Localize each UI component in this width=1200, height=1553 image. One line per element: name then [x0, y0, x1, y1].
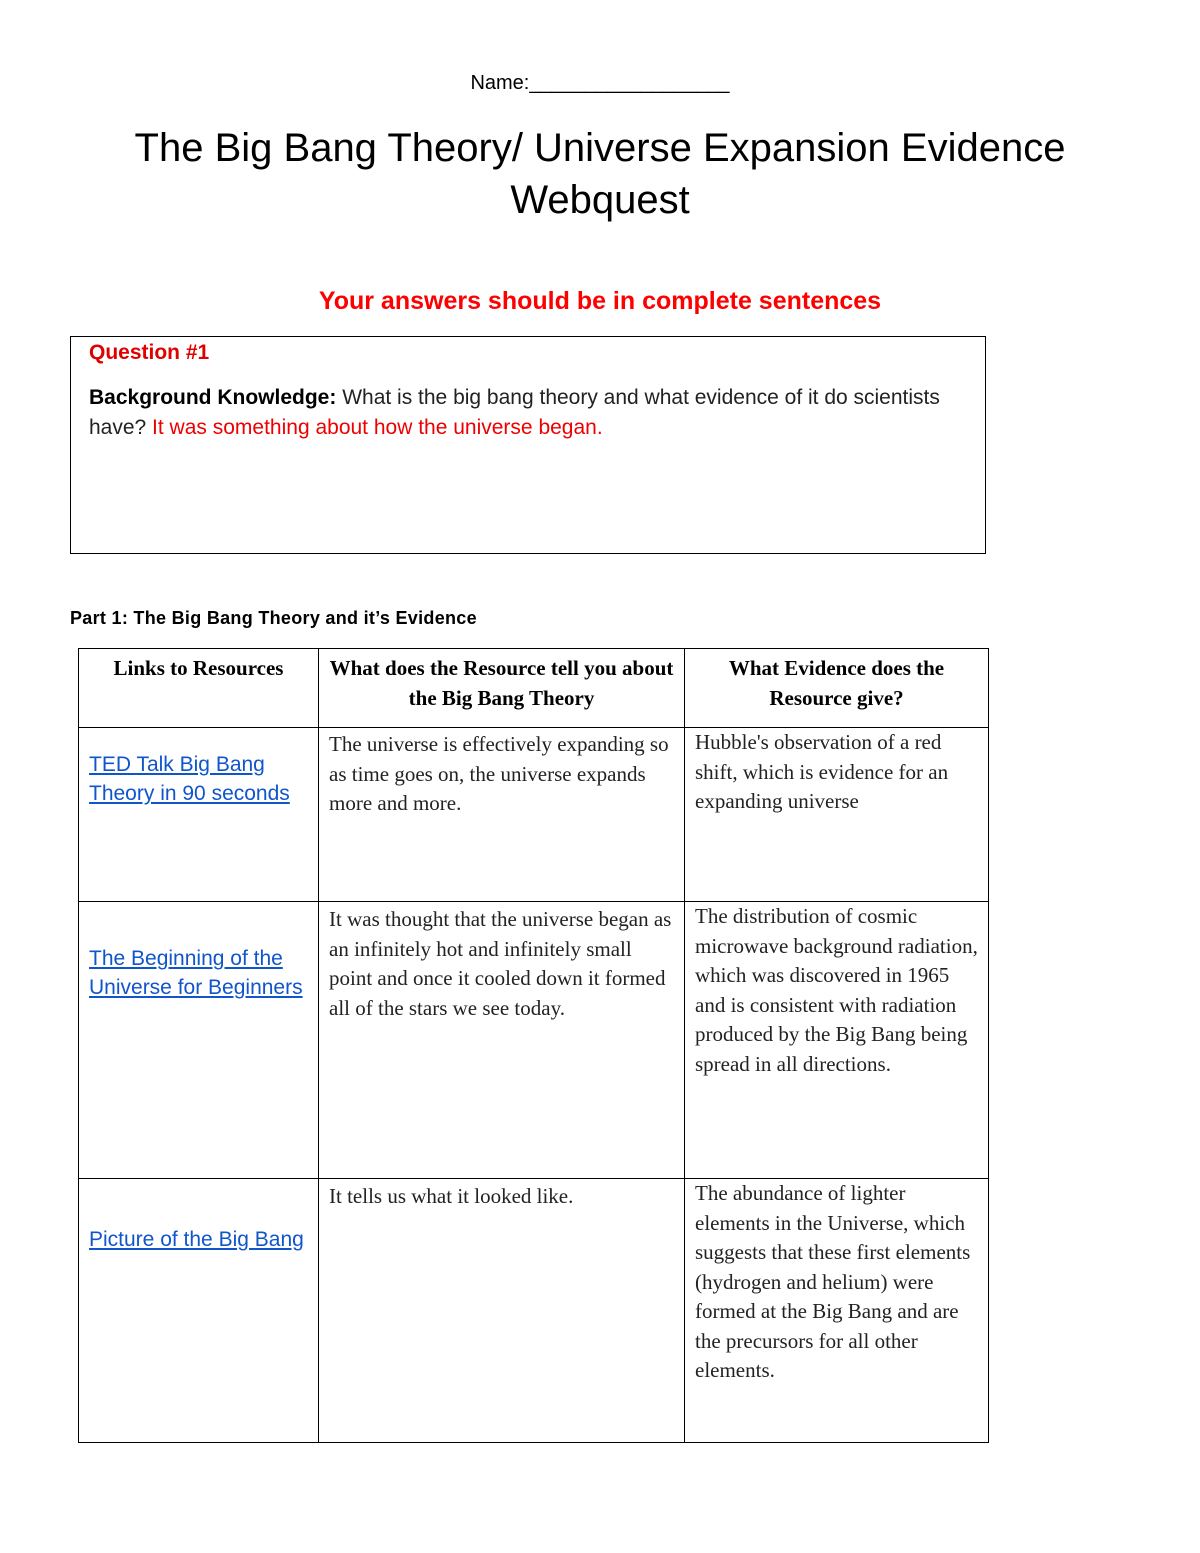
resource-link-beginning-universe[interactable]: The Beginning of the Universe for Beginners [89, 947, 303, 999]
instruction-text: Your answers should be in complete sentences [318, 287, 882, 315]
resource-link-cell [79, 1179, 319, 1443]
resource-tells-cell: It was thought that the universe began as an infinitely hot and infinitely small point and once it cooled down it formed all of the stars we see today. [319, 902, 685, 1179]
table-header-row [79, 649, 989, 728]
resource-tells-cell: It tells us what it looked like. [319, 1179, 685, 1443]
part1-heading: Part 1: The Big Bang Theory and it’s Evidence [70, 608, 477, 628]
question-text [89, 383, 967, 443]
page-title: The Big Bang Theory/ Universe Expansion Evidence Webquest [134, 126, 1066, 222]
resource-link-picture-big-bang[interactable]: Picture of the Big Bang [89, 1228, 304, 1251]
table-row [79, 1179, 989, 1443]
resources-table [78, 648, 989, 1443]
resource-link-ted-talk[interactable]: TED Talk Big Bang Theory in 90 seconds [89, 753, 290, 805]
resource-evidence-cell: The distribution of cosmic microwave background radiation, which was discovered in 1965 and is consistent with radiation produced by the Big Bang being spread in all directions. [685, 902, 989, 1179]
column-header-evidence: What Evidence does the Resource give? [685, 649, 989, 728]
resource-evidence-cell: Hubble's observation of a red shift, which is evidence for an expanding universe [685, 728, 989, 902]
resource-link-cell [79, 902, 319, 1179]
column-header-links: Links to Resources [79, 649, 319, 728]
question-label: Question #1 [89, 341, 210, 364]
question-prompt-label: Background Knowledge: [89, 386, 337, 409]
question-answer: It was something about how the universe began. [146, 416, 603, 439]
column-header-tells: What does the Resource tell you about the Big Bang Theory [319, 649, 685, 728]
question-box [70, 336, 986, 554]
question-prompt-text: What is the big bang theory and what evidence of it do scientists have? [89, 386, 940, 439]
table-row [79, 902, 989, 1179]
name-line: Name:__________________ [470, 72, 730, 94]
resource-tells-cell: The universe is effectively expanding so as time goes on, the universe expands more and more. [319, 728, 685, 902]
resource-evidence-cell: The abundance of lighter elements in the Universe, which suggests that these first elements (hydrogen and helium) were formed at the Big Bang and are the precursors for all other elements. [685, 1179, 989, 1443]
resource-link-cell [79, 728, 319, 902]
table-row [79, 728, 989, 902]
